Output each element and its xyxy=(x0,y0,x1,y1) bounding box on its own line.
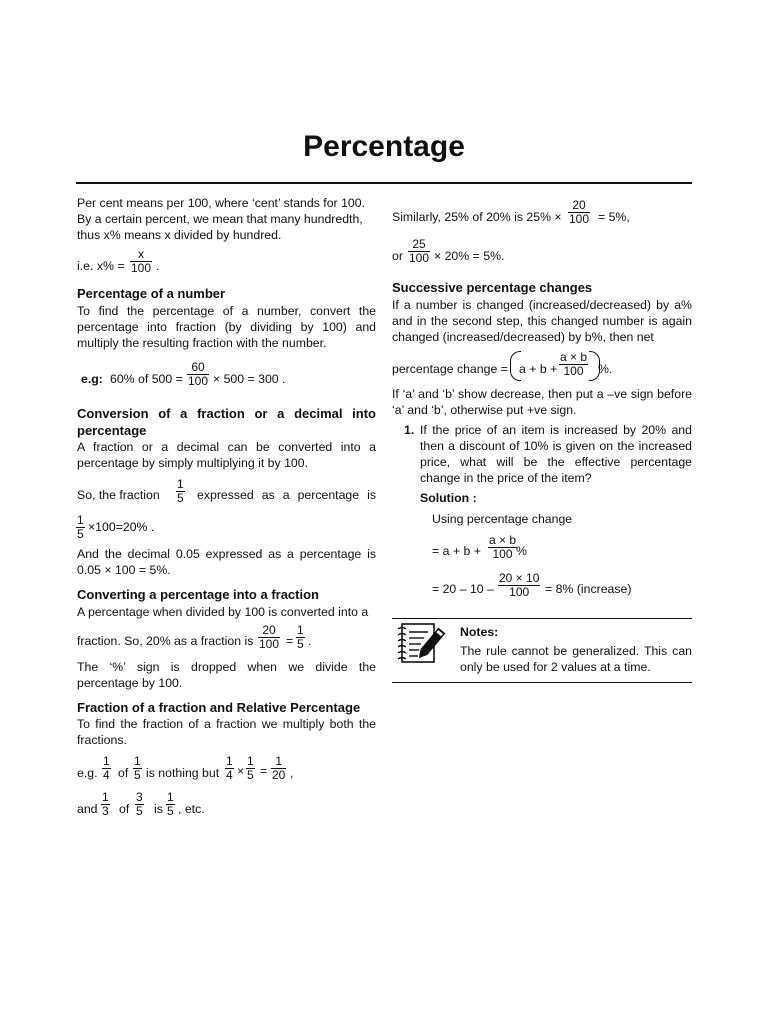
question-text: If the price of an item is increased by 20% and then a discount of 10% is given on the increased price, what will be the effective percentage change in the price of the item? xyxy=(420,423,692,485)
solution-line-1: Using percentage change xyxy=(432,512,573,526)
result-text: ×100=20% . xyxy=(88,520,155,534)
number-paragraph: To find the percentage of a number, convert the percentage into fraction (by dividing by 100) and multiply the resulting fraction with the number. xyxy=(77,304,376,350)
and-numerator-3: 1 xyxy=(167,790,174,804)
question-number: 1. xyxy=(404,423,415,437)
solution-percent: % xyxy=(516,544,527,558)
or-denominator: 100 xyxy=(409,251,430,265)
intro-line-3: thus x% means x divided by hundred. xyxy=(77,228,282,242)
pc-inner: a + b + xyxy=(519,362,558,376)
eg2-fraction-1 xyxy=(102,755,111,782)
fraction-paragraph: To find the fraction of a fraction we multiply both the fractions. xyxy=(77,717,376,747)
and-denominator-1: 3 xyxy=(102,804,109,818)
and-fraction-3 xyxy=(166,791,175,818)
successive-paragraph: If a number is changed (increased/decreased) by a% and in the second step, this changed number is again changed (increased/decreased) by b%, then net xyxy=(392,298,692,344)
intro-line-1: Per cent means per 100, where ‘cent’ stands for 100. xyxy=(77,196,365,210)
page-title: Percentage xyxy=(303,130,465,163)
eg2-denominator-4: 5 xyxy=(247,768,254,782)
eg-result: × 500 = 300 . xyxy=(213,372,286,386)
if-paragraph: If ‘a’ and ‘b’ show decrease, then put a –ve sign before ‘a’ and ‘b’, otherwise put +ve sign. xyxy=(392,387,692,417)
heading-fraction-of-fraction: Fraction of a fraction and Relative Percentage xyxy=(77,700,361,715)
so-numerator: 1 xyxy=(177,477,184,491)
eg2-numerator-1: 1 xyxy=(103,754,110,768)
eg2-fraction-3 xyxy=(225,755,234,782)
result-denominator: 5 xyxy=(77,527,84,541)
eg2-fraction-4 xyxy=(246,755,255,782)
pc-percent: %. xyxy=(598,362,613,376)
ie-period: . xyxy=(156,259,160,273)
result-fraction xyxy=(76,514,85,541)
title-divider xyxy=(76,182,692,184)
or-numerator: 25 xyxy=(412,237,426,251)
so-denominator: 5 xyxy=(177,491,184,505)
pc-label: percentage change = xyxy=(392,362,508,376)
into-line-2: fraction. So, 20% as a fraction is xyxy=(77,634,254,648)
solution-line-3: = 20 – 10 – xyxy=(432,582,494,596)
pc-denominator: 100 xyxy=(559,364,588,378)
eg2-of: of xyxy=(118,766,129,780)
eg2-label: e.g. xyxy=(77,766,98,780)
into-equals: = xyxy=(286,634,294,648)
and-is: is xyxy=(154,802,163,816)
eg2-equals: = xyxy=(260,764,268,778)
eg-label: e.g: xyxy=(81,372,103,386)
into-fraction-1 xyxy=(258,624,280,651)
heading-conversion: Conversion of a fraction or a decimal into percentage xyxy=(77,406,376,438)
pc-fraction xyxy=(559,351,588,378)
eg2-denominator-1: 4 xyxy=(103,768,110,782)
and-denominator-2: 5 xyxy=(136,804,143,818)
eg2-denominator-5: 20 xyxy=(272,768,286,782)
eg2-numerator-3: 1 xyxy=(226,754,233,768)
and-etc: , etc. xyxy=(178,802,205,816)
solution-line-2: = a + b + xyxy=(432,544,481,558)
similarly-result: = 5%, xyxy=(598,210,630,224)
notes-bottom-rule xyxy=(392,682,692,683)
intro-line-2: By a certain percent, we mean that many hundredth, xyxy=(77,212,363,226)
eg2-numerator-2: 1 xyxy=(134,754,141,768)
eg2-fraction-2 xyxy=(133,755,142,782)
and-fraction-2 xyxy=(135,791,144,818)
solution-denominator-1: 100 xyxy=(488,547,517,561)
into-fraction-2 xyxy=(296,624,305,651)
and-numerator-1: 1 xyxy=(102,790,109,804)
eg-numerator: 60 xyxy=(191,360,205,374)
eg2-comma: , xyxy=(290,766,294,780)
so-text: So, the fraction xyxy=(77,488,160,502)
eg2-numerator-4: 1 xyxy=(247,754,254,768)
solution-numerator-2: 20 × 10 xyxy=(499,571,540,585)
solution-label: Solution : xyxy=(420,491,477,505)
or-text: or xyxy=(392,249,403,263)
notes-top-rule xyxy=(392,618,692,619)
solution-fraction-1 xyxy=(488,534,517,561)
and-fraction-1 xyxy=(101,791,110,818)
eg-fraction xyxy=(187,361,209,388)
into-numerator-2: 1 xyxy=(297,623,304,637)
eg2-times: × xyxy=(237,764,245,778)
and-numerator-2: 3 xyxy=(136,790,143,804)
and-denominator-3: 5 xyxy=(167,804,174,818)
solution-numerator-1: a × b xyxy=(489,533,517,547)
into-line-1: A percentage when divided by 100 is converted into a xyxy=(77,605,369,619)
similarly-text: Similarly, 25% of 20% is 25% × xyxy=(392,210,562,224)
into-numerator-1: 20 xyxy=(262,623,276,637)
similarly-denominator: 100 xyxy=(569,212,590,226)
solution-fraction-2 xyxy=(498,572,540,599)
into-denominator-2: 5 xyxy=(297,637,304,651)
notepad-pencil-icon xyxy=(394,620,450,668)
so-fraction xyxy=(176,478,185,505)
result-numerator: 1 xyxy=(77,513,84,527)
ie-text: i.e. x% = xyxy=(77,259,125,273)
conversion-paragraph: A fraction or a decimal can be converted into a percentage by simply multiplying it by 100. xyxy=(77,440,376,470)
ie-fraction xyxy=(130,248,152,275)
pc-numerator: a × b xyxy=(560,350,588,364)
notes-label: Notes: xyxy=(460,625,499,639)
solution-result: = 8% (increase) xyxy=(545,582,632,596)
eg-denominator: 100 xyxy=(188,374,209,388)
or-fraction xyxy=(408,238,430,265)
sign-paragraph: The ‘%’ sign is dropped when we divide the percentage by 100. xyxy=(77,660,376,690)
eg2-denominator-3: 4 xyxy=(226,768,233,782)
into-denominator-1: 100 xyxy=(259,637,280,651)
or-result: × 20% = 5%. xyxy=(434,249,505,263)
decimal-paragraph: And the decimal 0.05 expressed as a percentage is 0.05 × 100 = 5%. xyxy=(77,547,376,577)
eg2-middle: is nothing but xyxy=(146,766,220,780)
heading-into-fraction: Converting a percentage into a fraction xyxy=(77,587,319,602)
so-text-end: expressed as a percentage is xyxy=(197,488,376,502)
and-of: of xyxy=(119,802,130,816)
eg2-denominator-2: 5 xyxy=(134,768,141,782)
eg2-numerator-5: 1 xyxy=(275,754,283,768)
ie-denominator: 100 xyxy=(131,261,152,275)
and-label: and xyxy=(77,802,98,816)
similarly-fraction xyxy=(568,199,590,226)
eg-text: 60% of 500 = xyxy=(110,372,183,386)
ie-numerator: x xyxy=(138,247,145,261)
into-period: . xyxy=(308,634,312,648)
heading-percentage-of-number: Percentage of a number xyxy=(77,286,226,301)
notes-text: The rule cannot be generalized. This can only be used for 2 values at a time. xyxy=(460,644,692,674)
eg2-fraction-5 xyxy=(271,755,286,782)
solution-denominator-2: 100 xyxy=(498,585,540,599)
similarly-numerator: 20 xyxy=(572,198,586,212)
heading-successive: Successive percentage changes xyxy=(392,280,593,295)
